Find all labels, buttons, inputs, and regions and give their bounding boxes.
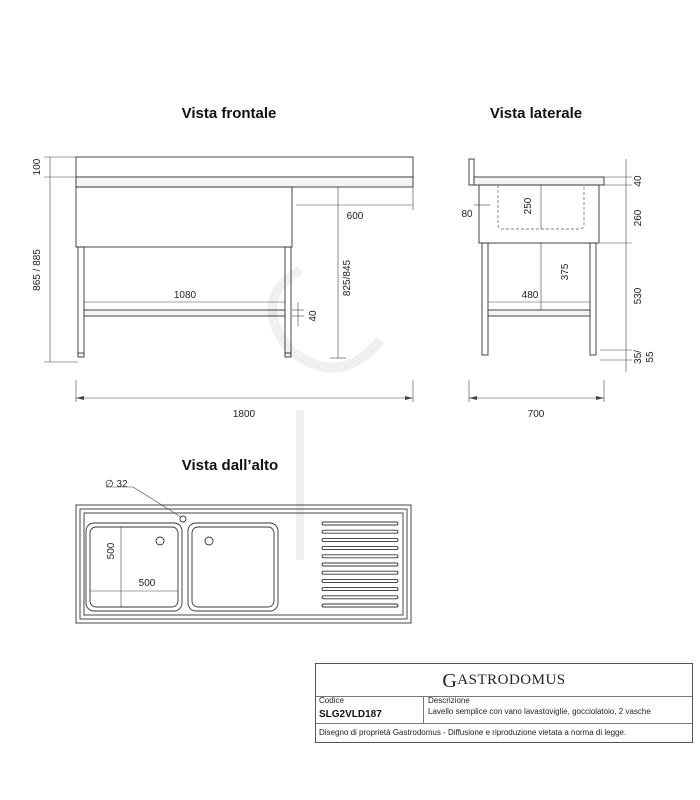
gastrodomus-logo: [442, 669, 566, 692]
descrizione-cell: [424, 696, 692, 724]
dim-375: 375: [560, 263, 571, 281]
top-view-title: Vista dall’alto: [181, 457, 279, 474]
hole-dim-label: ∅ 32: [105, 479, 128, 490]
logo-text: ASTRODOMUS: [457, 671, 566, 688]
bowl-left-drain: [156, 537, 164, 545]
bowl-right-drain: [205, 537, 213, 545]
drainer-rib: [322, 579, 398, 582]
front-view-title: Vista frontale: [181, 105, 277, 122]
side-leg-left: [482, 243, 488, 355]
dim-1080: 1080: [173, 290, 197, 301]
drainer-rib: [322, 604, 398, 607]
title-block: [315, 663, 693, 743]
dim-1800: 1800: [232, 409, 256, 420]
bowl-right-outer: [188, 523, 278, 611]
descrizione-value: Lavello semplice con vano lavastoviglie, gocciolatoio, 2 vasche: [428, 707, 651, 716]
dim-250: 250: [523, 197, 534, 215]
watermark: [272, 270, 380, 560]
logo-mark: G: [442, 669, 458, 692]
side-backsplash: [469, 159, 474, 185]
drainer-rib: [322, 588, 398, 591]
bowl-left-outer: [86, 523, 182, 611]
codice-label: Codice: [319, 696, 344, 705]
dim-40-front: 40: [308, 310, 319, 322]
front-backsplash: [76, 157, 413, 177]
top-outline-inner2: [84, 513, 403, 615]
drainer-rib: [322, 547, 398, 550]
side-view-title: Vista laterale: [489, 105, 583, 122]
front-leg-left: [78, 247, 84, 355]
front-foot-left: [78, 353, 84, 357]
drainer-rib: [322, 530, 398, 533]
front-bottom-shelf: [84, 310, 285, 316]
drainer-rib: [322, 571, 398, 574]
dim-35: 35/: [633, 350, 644, 364]
drainer-ribs: [322, 522, 398, 607]
dim-55: 55: [645, 351, 656, 363]
side-view: [461, 159, 656, 420]
dim-480: 480: [521, 290, 539, 301]
drainer-rib: [322, 596, 398, 599]
side-leg-right: [590, 243, 596, 355]
front-worktop: [76, 177, 413, 187]
dim-865-885: 865 / 885: [32, 249, 43, 291]
footer-disclaimer: Disegno di proprietà Gastrodomus - Diffusione e riproduzione vietata a norma di legge.: [319, 728, 627, 737]
dim-40-side: 40: [633, 175, 644, 187]
codice-value: SLG2VLD187: [319, 709, 382, 720]
bowl-right-inner: [192, 527, 274, 607]
dim-100: 100: [32, 158, 43, 176]
dim-500-horizontal: 500: [138, 578, 156, 589]
drainer-rib: [322, 522, 398, 525]
side-body: [479, 185, 599, 243]
logo-row: [316, 664, 692, 697]
dim-530: 530: [633, 287, 644, 305]
dim-700: 700: [527, 409, 545, 420]
drainer-rib: [322, 563, 398, 566]
bowl-left-inner: [90, 527, 178, 607]
dim-600: 600: [346, 211, 364, 222]
descrizione-label: Descrizione: [428, 696, 470, 705]
dim-80: 80: [461, 209, 473, 220]
top-outline-inner: [80, 509, 407, 619]
dim-825-845: 825/845: [342, 259, 353, 297]
drainer-rib: [322, 538, 398, 541]
drainer-rib: [322, 555, 398, 558]
dim-260: 260: [633, 209, 644, 227]
side-worktop: [474, 177, 604, 185]
codice-cell: [316, 696, 424, 724]
front-sink-box: [76, 187, 292, 247]
top-view: [76, 479, 411, 623]
dim-500-vertical: 500: [106, 542, 117, 560]
side-bottom-shelf: [488, 310, 590, 316]
front-view: [32, 157, 413, 420]
